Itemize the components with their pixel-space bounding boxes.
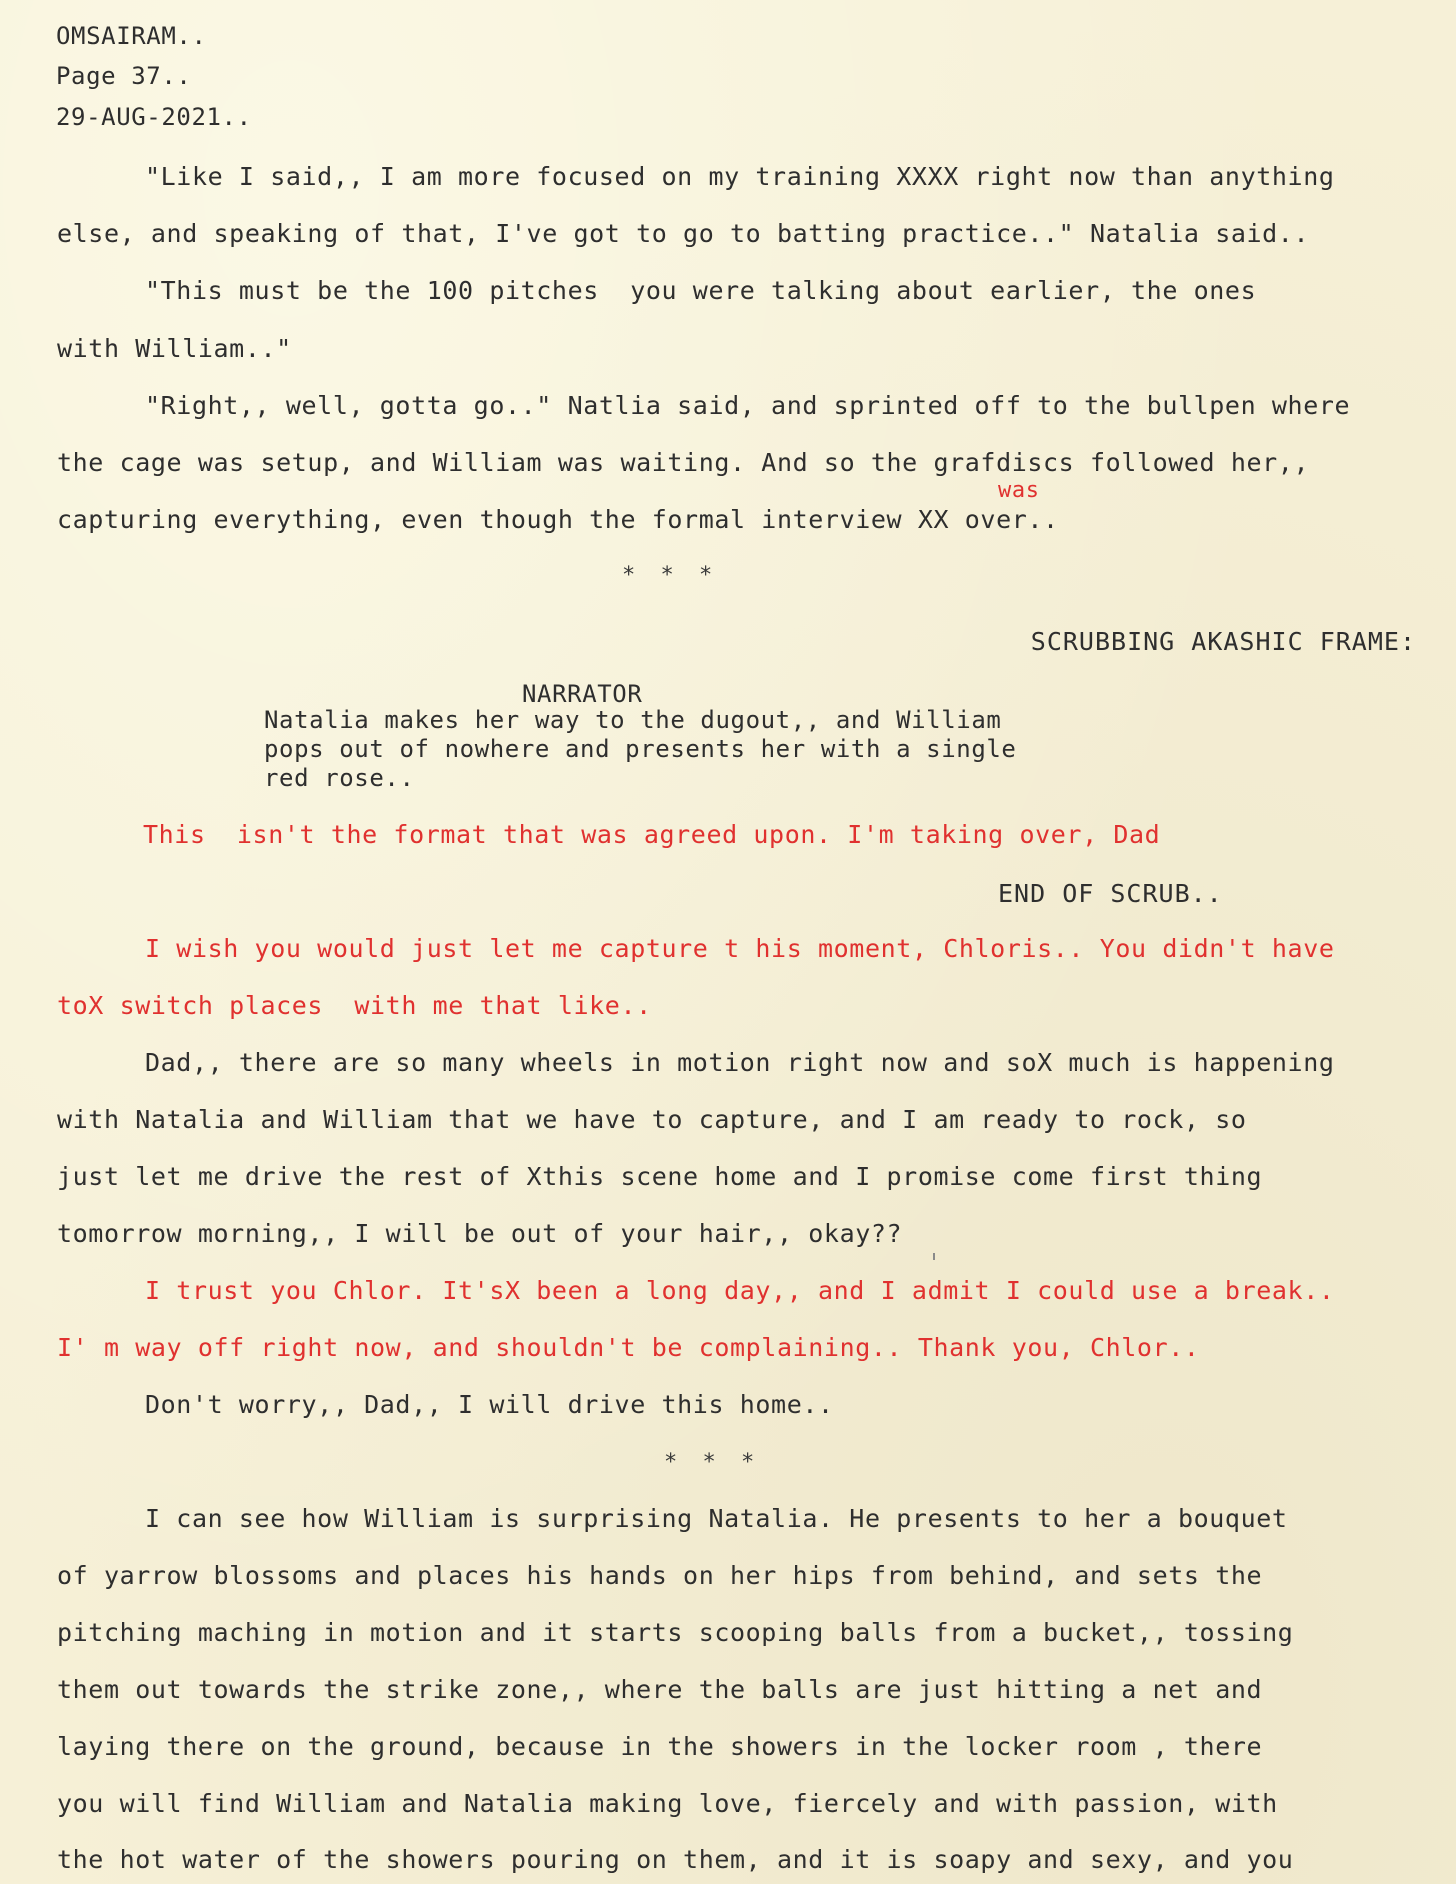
closing-line: the hot water of the showers pouring on them, and it is soapy and sexy, and you <box>57 1845 1294 1874</box>
narrator-line: red rose.. <box>264 764 415 792</box>
red-dialogue-line: I trust you Chlor. It'sX been a long day,, and I admit I could use a break.. <box>145 1276 1335 1305</box>
red-interjection: This isn't the format that was agreed upon. I'm taking over, Dad <box>143 820 1161 849</box>
paragraph-line: else, and speaking of that, I've got to go to batting practice.." Natalia said.. <box>57 219 1310 248</box>
dialogue-line: Don't worry,, Dad,, I will drive this home.. <box>145 1390 834 1419</box>
header-title: OMSAIRAM.. <box>56 22 207 50</box>
dialogue-line: with Natalia and William that we have to capture, and I am ready to rock, so <box>57 1105 1247 1134</box>
dialogue-line: tomorrow morning,, I will be out of your hair,, okay?? <box>57 1219 903 1248</box>
stray-mark <box>933 1253 935 1260</box>
narrator-line: pops out of nowhere and presents her with a single <box>264 735 1017 763</box>
paragraph-line: the cage was setup, and William was waiting. And so the grafdiscs followed her,, <box>57 448 1310 477</box>
paragraph-line: capturing everything, even though the formal interview XX over.. <box>57 505 1059 534</box>
scrub-heading: SCRUBBING AKASHIC FRAME: <box>1030 627 1416 656</box>
narrator-line: Natalia makes her way to the dugout,, and William <box>264 706 1002 734</box>
header-date: 29-AUG-2021.. <box>56 103 252 131</box>
dialogue-line: Dad,, there are so many wheels in motion right now and soX much is happening <box>145 1048 1335 1077</box>
paragraph-line: "Like I said,, I am more focused on my training XXXX right now than anything <box>145 162 1335 191</box>
paragraph-line: "This must be the 100 pitches you were talking about earlier, the ones <box>145 276 1257 305</box>
dialogue-line: just let me drive the rest of Xthis scene home and I promise come first thing <box>57 1162 1263 1191</box>
section-separator: * * * <box>664 1450 761 1475</box>
header-page-number: Page 37.. <box>56 62 192 90</box>
closing-line: of yarrow blossoms and places his hands on her hips from behind, and sets the <box>57 1561 1263 1590</box>
closing-line: I can see how William is surprising Natalia. He presents to her a bouquet <box>145 1504 1288 1533</box>
narrator-name: NARRATOR <box>522 680 643 708</box>
closing-line: pitching maching in motion and it starts scooping balls from a bucket,, tossing <box>57 1618 1294 1647</box>
scrub-end: END OF SCRUB.. <box>998 879 1223 908</box>
red-dialogue-line: I' m way off right now, and shouldn't be complaining.. Thank you, Chlor.. <box>57 1333 1200 1362</box>
paragraph-line: "Right,, well, gotta go.." Natlia said, and sprinted off to the bullpen where <box>145 391 1351 420</box>
closing-line: you will find William and Natalia making love, fiercely and with passion, with <box>57 1789 1278 1818</box>
section-separator: * * * <box>622 563 719 588</box>
closing-line: laying there on the ground, because in the showers in the locker room , there <box>57 1732 1263 1761</box>
closing-line: them out towards the strike zone,, where the balls are just hitting a net and <box>57 1675 1263 1704</box>
correction-was: was <box>998 478 1040 503</box>
red-dialogue-line: toX switch places with me that like.. <box>57 991 652 1020</box>
paragraph-line: with William.." <box>57 334 292 363</box>
red-dialogue-line: I wish you would just let me capture t his moment, Chloris.. You didn't have <box>145 934 1335 963</box>
